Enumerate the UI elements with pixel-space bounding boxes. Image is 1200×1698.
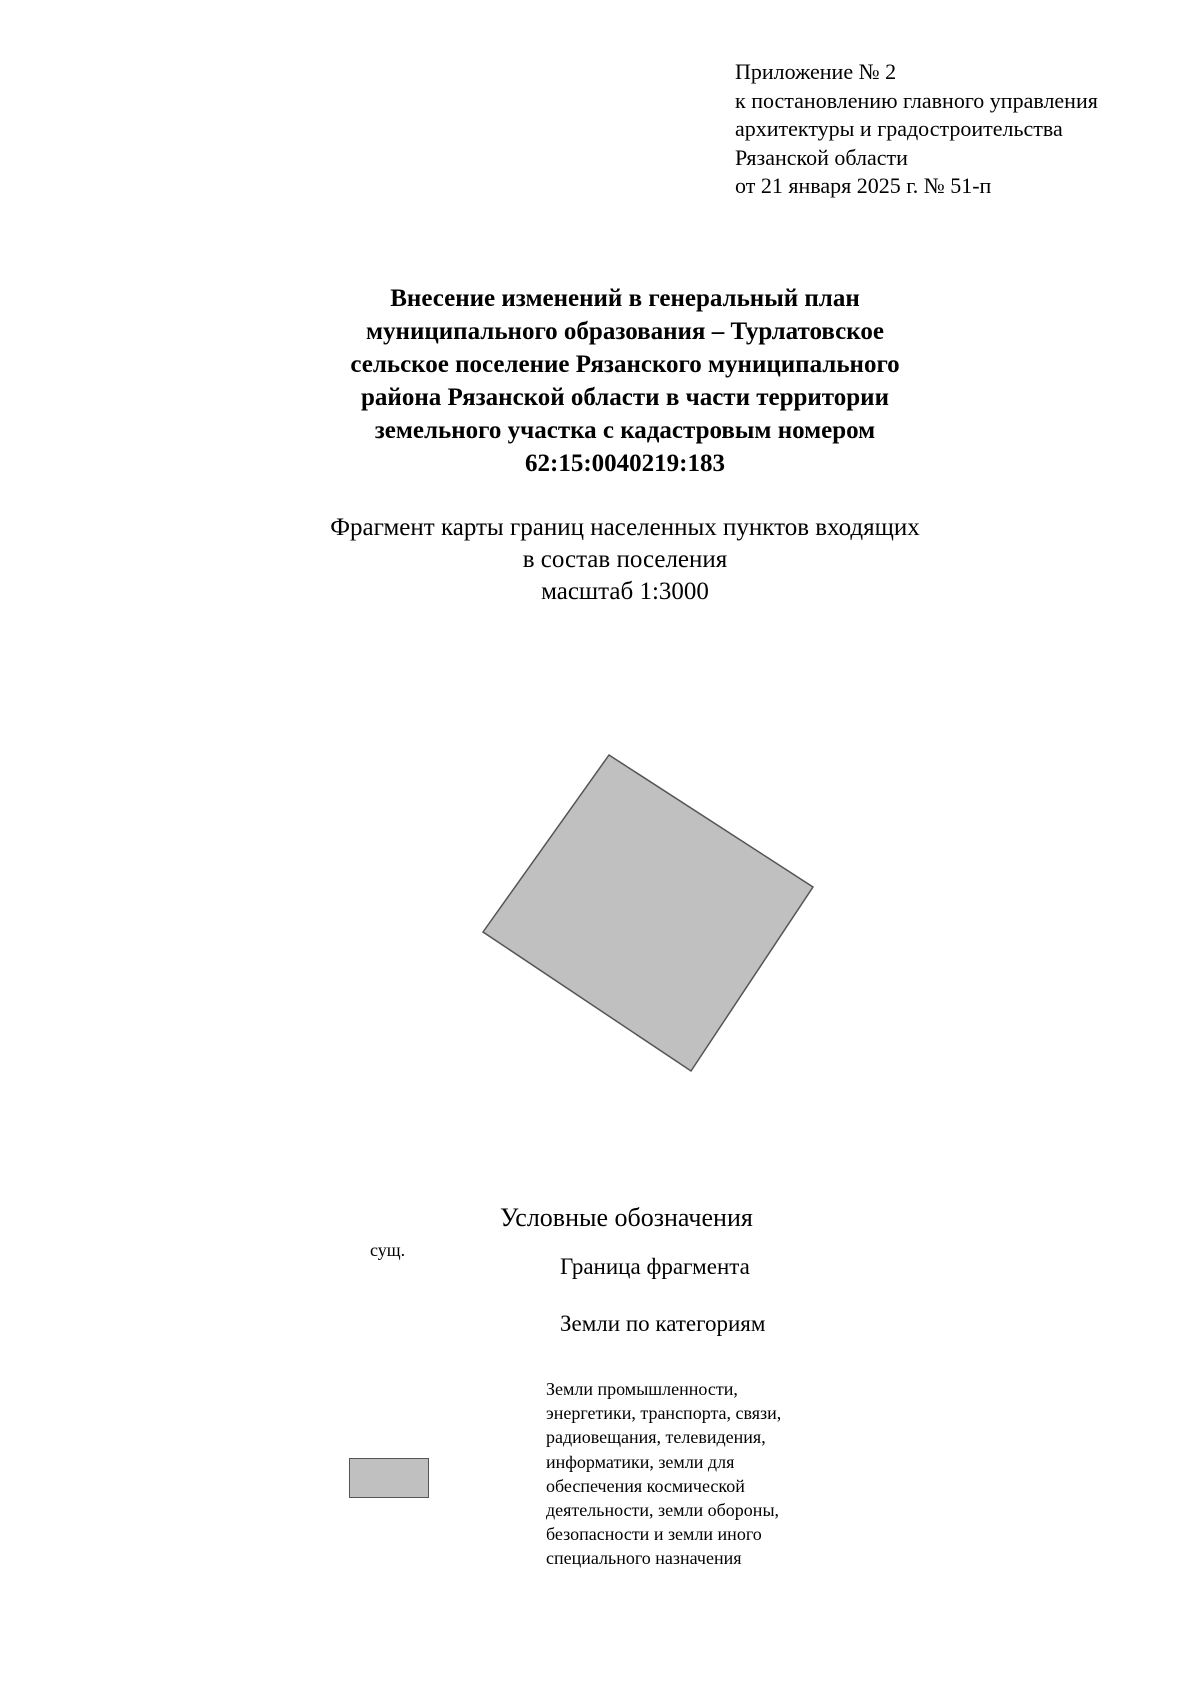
document-title [200,282,1050,480]
legend-swatch [349,1458,429,1498]
desc-line: деятельности, земли обороны, [546,1500,780,1521]
legend-fragment-boundary: Граница фрагмента [560,1254,750,1279]
appendix-header [735,58,1175,201]
map-fragment [460,740,840,1105]
legend-existing-label: сущ. [370,1240,406,1260]
title-line: Внесение изменений в генеральный план [390,285,860,312]
desc-line: энергетики, транспорта, связи, [546,1403,782,1424]
caption-line: в состав поселения [522,546,728,573]
desc-line: обеспечения космической [546,1475,745,1496]
land-parcel [483,755,813,1071]
desc-line: безопасности и земли иного [546,1524,762,1545]
title-line: сельское поселение Рязанского муниципального [350,351,900,378]
title-line: района Рязанской области в части территории [361,384,889,411]
appendix-line: Приложение № 2 [735,59,897,84]
desc-line: информатики, земли для [546,1451,735,1472]
appendix-line: Рязанской области [735,144,908,170]
title-line: 62:15:0040219:183 [525,450,725,477]
scale-label: масштаб 1:3000 [541,578,709,605]
desc-line: специального назначения [546,1548,742,1569]
map-caption [200,512,1050,608]
desc-line: Земли промышленности, [546,1379,738,1399]
appendix-line: к постановлению главного управления [735,87,1098,113]
desc-line: радиовещания, телевидения, [546,1427,766,1448]
title-line: земельного участка с кадастровым номером [374,417,876,444]
appendix-line: архитектуры и градостроительства [735,116,1063,141]
legend-land-categories: Земли по категориям [560,1311,766,1336]
caption-line: Фрагмент карты границ населенных пунктов входящих [330,514,920,541]
legend-title: Условные обозначения [500,1203,753,1232]
legend-category-description [546,1377,781,1571]
map-svg [460,740,840,1100]
appendix-line: от 21 января 2025 г. № 51-п [735,173,992,198]
title-line: муниципального образования – Турлатовское [366,318,884,345]
